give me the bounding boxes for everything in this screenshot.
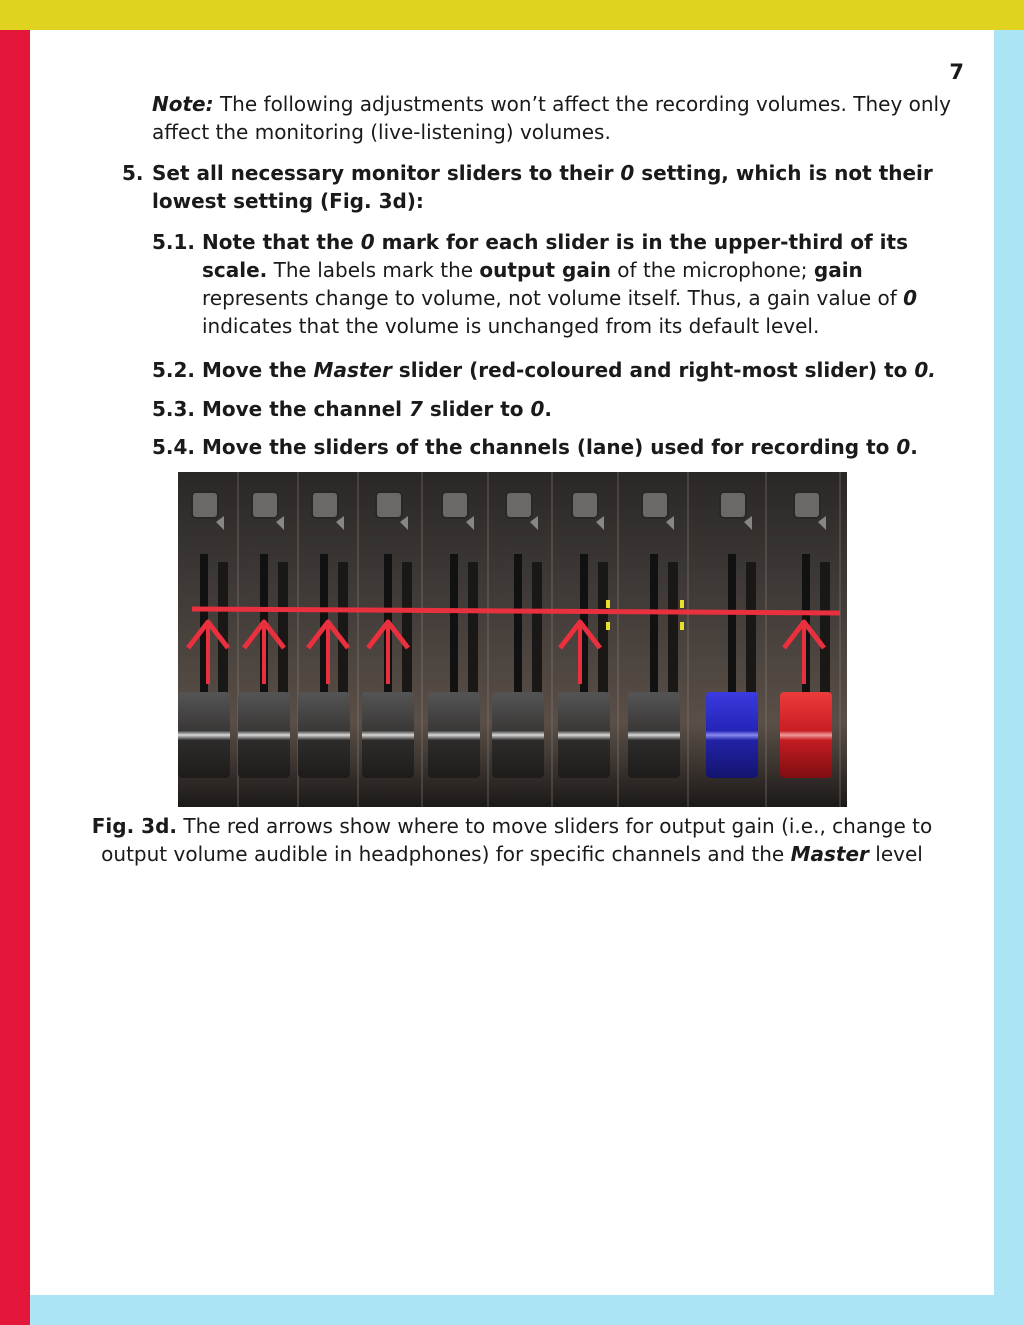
step-5 (122, 159, 952, 219)
right-color-band (994, 30, 1024, 1325)
fader-cap (362, 692, 414, 778)
zero-value: 0 (896, 435, 911, 459)
channel-button (442, 492, 468, 518)
step-text-part: represents change to volume, not volume itself. Thus, a gain value of (202, 286, 904, 310)
fader-cap (238, 692, 290, 778)
fader-cap (298, 692, 350, 778)
step-text-part: The labels mark the (267, 258, 480, 282)
page-number: 7 (949, 60, 964, 84)
step-text (202, 433, 962, 461)
step-text-part: slider (red-coloured and right-most slider) to (391, 358, 915, 382)
step-text-part: Move the sliders of the channels (lane) used for recording to (202, 435, 897, 459)
step-heading-part: mark for each slider is in the upper-third of its scale. (202, 230, 908, 282)
zero-value: 0 (360, 230, 375, 254)
channel-button (376, 492, 402, 518)
caption-label: Fig. 3d. (91, 814, 177, 838)
level-led (680, 622, 684, 630)
level-led (606, 600, 610, 608)
caption-text: The red arrows show where to move sliders for output gain (i.e., change to output volume audible in headphones) for specific channels and the (101, 814, 933, 866)
step-text (152, 159, 942, 215)
zero-value: 0 (620, 161, 635, 185)
step-text (202, 356, 962, 384)
channel-button (506, 492, 532, 518)
channel-button (794, 492, 820, 518)
output-gain-term: output gain (479, 258, 611, 282)
caption-text: level (868, 842, 923, 866)
master-term: Master (313, 358, 392, 382)
fader-cap (706, 692, 758, 778)
step-text-part: setting, which is not their lowest setting (Fig. 3d): (152, 161, 933, 213)
step-number: 5.3. (152, 397, 196, 421)
channel-button (720, 492, 746, 518)
channel-button (192, 492, 218, 518)
fader-cap (428, 692, 480, 778)
zero-value: 0 (530, 397, 545, 421)
fader-cap (628, 692, 680, 778)
step-number: 5.2. (152, 358, 196, 382)
note-text: The following adjustments won’t affect the recording volumes. They only affect the monitoring (live-listening) volumes. (152, 92, 951, 144)
step-text-part: slider to (422, 397, 531, 421)
top-color-band (0, 0, 1024, 30)
step-5-2 (152, 356, 962, 386)
step-5-4 (152, 433, 962, 463)
level-led (606, 622, 610, 630)
mixer-photo-illustration (178, 472, 847, 807)
step-5-1 (152, 228, 962, 344)
note-paragraph (152, 90, 952, 146)
note-label: Note: (152, 92, 214, 116)
channel-number: 7 (408, 397, 423, 421)
channel-button (642, 492, 668, 518)
step-text-part: Move the channel (202, 397, 409, 421)
bottom-color-band (30, 1295, 994, 1325)
step-text (202, 395, 962, 423)
zero-value: 0 (903, 286, 918, 310)
master-term: Master (790, 842, 869, 866)
channel-button (572, 492, 598, 518)
step-text-part: Set all necessary monitor sliders to their (152, 161, 621, 185)
fader-cap (780, 692, 832, 778)
step-heading-part: Note that the (202, 230, 361, 254)
left-color-band (0, 30, 30, 1325)
figure-caption (60, 812, 964, 868)
zero-value: 0. (914, 358, 936, 382)
fader-cap (558, 692, 610, 778)
gain-term: gain (813, 258, 863, 282)
step-number: 5.4. (152, 435, 196, 459)
fader-cap (492, 692, 544, 778)
level-led (680, 600, 684, 608)
channel-button (312, 492, 338, 518)
step-text-part: . (910, 435, 918, 459)
channel-button (252, 492, 278, 518)
step-5-3 (152, 395, 962, 425)
mixer-figure (178, 472, 847, 807)
step-text-part: indicates that the volume is unchanged from its default level. (202, 314, 820, 338)
step-text-part: . (544, 397, 552, 421)
step-text (202, 228, 962, 340)
step-text-part: Move the (202, 358, 314, 382)
step-number: 5.1. (152, 230, 196, 254)
fader-cap (178, 692, 230, 778)
step-text-part: of the microphone; (610, 258, 814, 282)
step-number: 5. (122, 161, 144, 185)
